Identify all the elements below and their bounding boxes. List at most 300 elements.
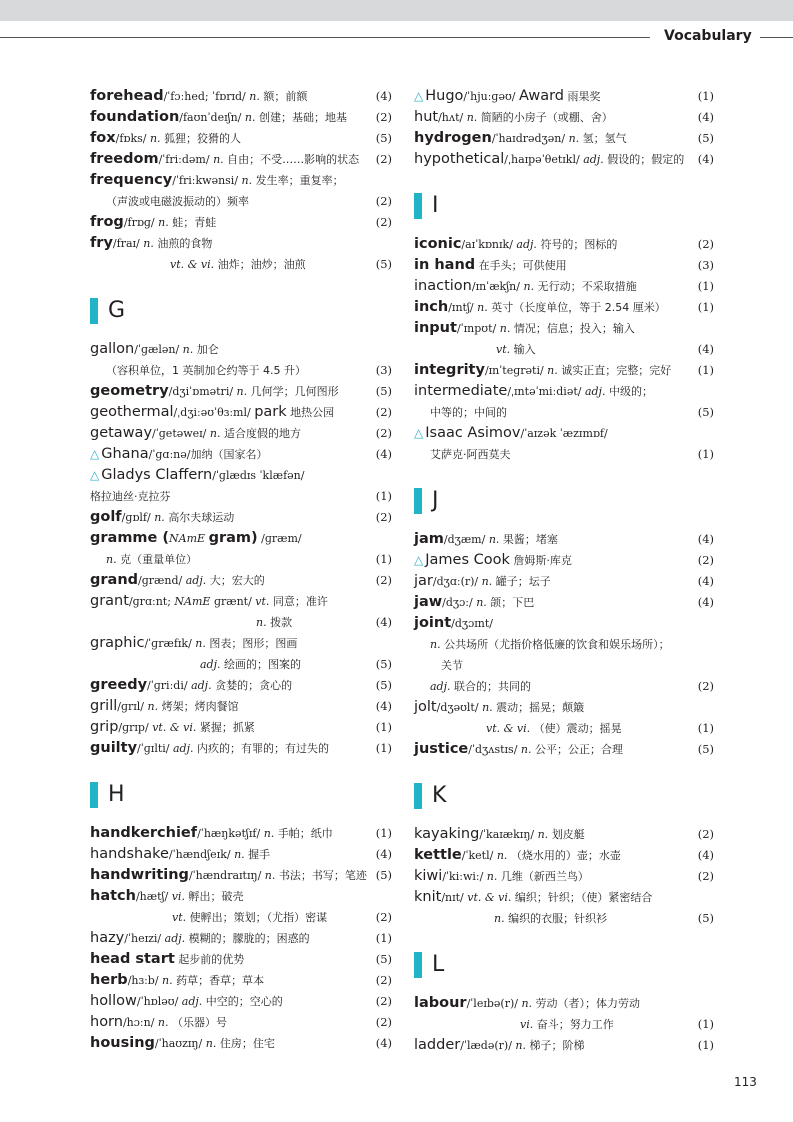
- vocab-entry: [90, 633, 392, 675]
- vocab-entry: [90, 928, 392, 949]
- gloss: 关节: [430, 659, 463, 672]
- entry-line: [90, 844, 392, 865]
- phonetic: /ˈɡlædɪs ˈklæfən/: [212, 469, 305, 482]
- unit-number: (4): [697, 595, 714, 609]
- headword: fry: [90, 235, 113, 251]
- part-of-speech: n.: [213, 153, 224, 166]
- headword: ladder: [414, 1037, 461, 1053]
- part-of-speech: n.: [209, 427, 221, 440]
- part-of-speech: n.: [537, 828, 549, 841]
- vocab-entry: [90, 675, 392, 696]
- part-of-speech: n.: [494, 912, 505, 925]
- vocab-entry: [414, 423, 714, 465]
- gloss: （乐器）号: [172, 1016, 228, 1029]
- part-of-speech: n.: [496, 849, 508, 862]
- unit-number: (5): [375, 678, 392, 692]
- part-of-speech: n.: [195, 637, 206, 650]
- letter-heading-bar: [414, 193, 422, 219]
- headword: herb: [90, 972, 128, 988]
- gloss: 中等的；中间的: [430, 406, 507, 419]
- headword: fox: [90, 130, 116, 146]
- part-of-speech: adj.: [200, 658, 221, 671]
- headword: getaway: [90, 425, 153, 441]
- right-column: [414, 86, 714, 1056]
- phonetic: /ˈɡetəweɪ/: [152, 427, 207, 440]
- phonetic: /ˈhæŋkətʃɪf/: [197, 827, 261, 840]
- letter-heading-bar: [414, 952, 422, 978]
- entry-line: [90, 423, 392, 444]
- headword: justice: [414, 741, 469, 757]
- gloss: 几维（新西兰鸟）: [500, 870, 589, 883]
- entry-line: [90, 970, 392, 991]
- entry-line: [90, 654, 392, 675]
- unit-number: (2): [375, 973, 392, 987]
- phonetic: /ɪntʃ/: [448, 301, 474, 314]
- headword: Ghana: [101, 446, 149, 462]
- vocab-entry: [90, 1033, 392, 1054]
- entry-line: [90, 107, 392, 128]
- vocab-entry: [90, 949, 392, 970]
- entry-line: [90, 1012, 392, 1033]
- entry-line: [414, 149, 714, 170]
- part-of-speech: n.: [523, 280, 535, 293]
- vocab-entry: [414, 107, 714, 128]
- gloss: 划皮艇: [551, 828, 585, 841]
- phonetic: /ˈdʒʌstɪs/: [468, 743, 518, 756]
- gloss: 在手头；可供使用: [478, 259, 567, 272]
- vocab-entry: [90, 591, 392, 633]
- gloss: 书法；书写；笔迹: [278, 869, 367, 882]
- headword: inch: [414, 299, 449, 315]
- vocab-entry: [90, 886, 392, 928]
- phonetic: /dʒəʊlt/: [436, 701, 479, 714]
- entry-line: [414, 697, 714, 718]
- gloss: 紧握；抓紧: [199, 721, 255, 734]
- vocab-entry: [90, 844, 392, 865]
- entry-line: [90, 738, 392, 759]
- vocab-entry: [90, 970, 392, 991]
- gloss: （声波或电磁波振动的）频率: [106, 195, 249, 208]
- headword: gallon: [90, 341, 135, 357]
- unit-number: (1): [697, 89, 714, 103]
- entry-line: [414, 613, 714, 634]
- letter-heading: [90, 295, 392, 329]
- header-rule-left: [0, 37, 650, 38]
- entry-line: [90, 549, 392, 570]
- unit-number: (2): [375, 215, 392, 229]
- phonetic: /ɡɒlf/: [121, 511, 151, 524]
- part-of-speech: vi.: [171, 890, 185, 903]
- vocab-entry: [414, 234, 714, 255]
- letter-heading-bar: [414, 783, 422, 809]
- unit-number: (5): [697, 131, 714, 145]
- entry-line: [90, 570, 392, 591]
- unit-number: (4): [375, 615, 392, 629]
- phonetic: /frɒɡ/: [123, 216, 155, 229]
- unit-number: (4): [697, 342, 714, 356]
- headword: freedom: [90, 151, 159, 167]
- part-of-speech: adj.: [191, 679, 212, 692]
- entry-line: [414, 107, 714, 128]
- unit-number: (1): [697, 721, 714, 735]
- headword: iconic: [414, 236, 462, 252]
- letter-heading-text: K: [432, 783, 447, 808]
- phonetic: /ˈlædə(r)/: [460, 1039, 512, 1052]
- part-of-speech: n.: [147, 700, 159, 713]
- left-column: [90, 86, 392, 1054]
- unit-number: (5): [375, 384, 392, 398]
- gloss: 颌；下巴: [490, 596, 535, 609]
- entry-line: [414, 381, 714, 402]
- gloss: 药草；香草；草本: [176, 974, 265, 987]
- vocab-entry: [414, 739, 714, 760]
- gloss: 图表；图形；图画: [209, 637, 298, 650]
- vocab-entry: [90, 107, 392, 128]
- vocab-entry: [90, 381, 392, 402]
- phonetic: /ˈfriːkwənsi/: [172, 174, 239, 187]
- vocab-entry: [414, 360, 714, 381]
- letter-heading-text: G: [108, 298, 126, 323]
- headword: hollow: [90, 993, 137, 1009]
- gloss: 情况；信息；投入；输入: [513, 322, 635, 335]
- phonetic: /dʒæm/: [443, 533, 486, 546]
- gloss: 公平；公正；合理: [535, 743, 623, 756]
- unit-number: (5): [375, 131, 392, 145]
- gloss: 中空的；空心的: [205, 995, 283, 1008]
- unit-number: (2): [375, 1015, 392, 1029]
- entry-line: [414, 550, 714, 571]
- gloss: 梯子；阶梯: [529, 1039, 585, 1052]
- headword: hypothetical: [414, 151, 505, 167]
- unit-number: (1): [697, 363, 714, 377]
- part-of-speech: vi.: [520, 1018, 534, 1031]
- entry-line: [90, 339, 392, 360]
- entry-line: [414, 318, 714, 339]
- gloss: 假设的；假定的: [607, 153, 685, 166]
- phonetic: /ˈkaɪækɪŋ/: [479, 828, 535, 841]
- unit-number: (5): [697, 911, 714, 925]
- vocab-entry: [414, 887, 714, 929]
- unit-number: (3): [375, 363, 392, 377]
- gloss: 克（重量单位）: [120, 553, 198, 566]
- part-of-speech: n.: [520, 743, 532, 756]
- gloss: 模糊的；朦胧的；困惑的: [188, 932, 310, 945]
- vocab-entry: [90, 233, 392, 275]
- entry-line: [414, 655, 714, 676]
- phonetic: /ˈketl/: [461, 849, 494, 862]
- phonetic: /hɔːn/: [122, 1016, 155, 1029]
- letter-heading-bar: [90, 298, 98, 324]
- part-of-speech: n.: [244, 111, 256, 124]
- entry-line: [414, 887, 714, 908]
- phonetic: /dʒɑː(r)/: [432, 575, 479, 588]
- headword: jolt: [414, 699, 437, 715]
- part-of-speech: vt. & vi.: [152, 721, 197, 734]
- vocab-entry: [90, 528, 392, 570]
- vocab-entry: [414, 697, 714, 739]
- part-of-speech: n.: [236, 385, 248, 398]
- part-of-speech: n.: [547, 364, 558, 377]
- gloss: 联合的；共同的: [454, 680, 532, 693]
- vocab-entry: [90, 423, 392, 444]
- headword: horn: [90, 1014, 123, 1030]
- letter-heading: [90, 779, 392, 813]
- headword: hazy: [90, 930, 125, 946]
- gloss: （烧水用的）壶；水壶: [510, 849, 621, 862]
- phonetic: /ɡrænd/: [138, 574, 183, 587]
- unit-number: (2): [697, 679, 714, 693]
- gloss: 孵出；破壳: [188, 890, 244, 903]
- unit-number: (1): [375, 552, 392, 566]
- part-of-speech: n.: [430, 638, 441, 651]
- page-number: 113: [734, 1075, 757, 1089]
- unit-number: (2): [375, 110, 392, 124]
- part-of-speech: n.: [515, 1039, 526, 1052]
- vocab-entry: [414, 845, 714, 866]
- gloss: 劳动（者）；体力劳动: [535, 997, 641, 1010]
- letter-heading-bar: [414, 488, 422, 514]
- headword: intermediate: [414, 383, 508, 399]
- headword: grant: [90, 593, 129, 609]
- gloss: 拨款: [270, 616, 293, 629]
- entry-line: [90, 86, 392, 107]
- headword: gramme (: [90, 530, 170, 546]
- phonetic: /ˈleɪbə(r)/: [466, 997, 518, 1010]
- entry-line: [414, 360, 714, 381]
- part-of-speech: n.: [162, 974, 173, 987]
- phonetic: /dʒɔɪnt/: [451, 617, 494, 630]
- unit-number: (1): [375, 826, 392, 840]
- headword: kayaking: [414, 826, 480, 842]
- letter-heading-text: J: [432, 488, 439, 513]
- headword: forehead: [90, 88, 164, 104]
- part-of-speech: adj.: [584, 385, 606, 398]
- vocab-entry: [90, 128, 392, 149]
- gloss: 蛙；青蛙: [172, 216, 217, 229]
- headword: input: [414, 320, 457, 336]
- phonetic: /ˌhaɪpəˈθetɪkl/: [504, 153, 580, 166]
- vocab-entry: [414, 824, 714, 845]
- entry-line: [414, 866, 714, 887]
- headword: foundation: [90, 109, 180, 125]
- phonetic: /ˈfriːdəm/: [158, 153, 210, 166]
- entry-line: [414, 444, 714, 465]
- part-of-speech: NAmE: [174, 595, 211, 608]
- part-of-speech: n.: [241, 174, 253, 187]
- phonetic: /ɡrɑːnt;: [128, 595, 171, 608]
- unit-number: (1): [697, 1038, 714, 1052]
- entry-line: [90, 128, 392, 149]
- vocab-entry: [90, 507, 392, 528]
- headword: knit: [414, 889, 442, 905]
- gloss: 罐子；坛子: [495, 575, 551, 588]
- unit-number: (2): [375, 405, 392, 419]
- phonetic: /hʌt/: [438, 111, 464, 124]
- part-of-speech: n.: [149, 132, 161, 145]
- gloss: 简陋的小房子（或棚、舍）: [480, 111, 613, 124]
- phonetic: /fɒks/: [115, 132, 147, 145]
- phonetic: /ˈɡælən/: [134, 343, 180, 356]
- entry-line: [90, 444, 392, 465]
- phonetic: /ɪnˈteɡrəti/: [484, 364, 544, 377]
- gloss: 加纳（国家名）: [190, 448, 268, 461]
- phonetic: /ɡrɪl/: [117, 700, 145, 713]
- vocab-entry: [414, 86, 714, 107]
- triangle-icon: △: [414, 553, 424, 567]
- unit-number: (4): [697, 848, 714, 862]
- part-of-speech: adj.: [181, 995, 203, 1008]
- part-of-speech: vt.: [496, 343, 511, 356]
- headword: handwriting: [90, 867, 189, 883]
- phonetic: /hætʃ/: [135, 890, 169, 903]
- top-gray-band: [0, 0, 793, 21]
- entry-line: [90, 170, 392, 191]
- unit-number: (4): [375, 447, 392, 461]
- vocab-entry: [414, 529, 714, 550]
- phonetic: /fraɪ/: [112, 237, 140, 250]
- triangle-icon: △: [414, 89, 424, 103]
- letter-heading: [414, 190, 714, 224]
- entry-line: [90, 591, 392, 612]
- entry-line: [90, 254, 392, 275]
- headword: handshake: [90, 846, 169, 862]
- gloss: 同意；准许: [272, 595, 328, 608]
- entry-line: [414, 676, 714, 697]
- gloss: 烤架；烤肉餐馆: [161, 700, 239, 713]
- gloss: 绘画的；图案的: [224, 658, 302, 671]
- headword: hut: [414, 109, 439, 125]
- vocab-entry: [414, 276, 714, 297]
- entry-line: [414, 908, 714, 929]
- entry-line: [90, 507, 392, 528]
- unit-number: (5): [375, 952, 392, 966]
- part-of-speech: n.: [481, 575, 493, 588]
- part-of-speech: n.: [477, 301, 488, 314]
- headword-part: Award: [519, 88, 565, 104]
- unit-number: (2): [375, 994, 392, 1008]
- letter-heading-text: H: [108, 782, 125, 807]
- unit-number: (1): [697, 279, 714, 293]
- headword: handkerchief: [90, 825, 198, 841]
- gloss: 输入: [513, 343, 536, 356]
- gloss: 住房；住宅: [219, 1037, 275, 1050]
- vocab-entry: [90, 149, 392, 170]
- part-of-speech: vt. & vi.: [170, 258, 215, 271]
- entry-line: [90, 381, 392, 402]
- triangle-icon: △: [414, 426, 424, 440]
- letter-heading: [414, 780, 714, 814]
- phonetic: /ˈɡɑːnə/: [148, 448, 191, 461]
- phonetic: /aɪˈkɒnɪk/: [461, 238, 513, 251]
- entry-line: [90, 949, 392, 970]
- entry-line: [90, 907, 392, 928]
- unit-number: (1): [375, 931, 392, 945]
- gloss: 詹姆斯·库克: [513, 554, 572, 567]
- headword: labour: [414, 995, 467, 1011]
- headword: jam: [414, 531, 444, 547]
- vocab-entry: [414, 149, 714, 170]
- part-of-speech: n.: [499, 322, 511, 335]
- unit-number: (2): [375, 426, 392, 440]
- phonetic: /ˈhaɪdrədʒən/: [491, 132, 566, 145]
- gloss: 几何学；几何图形: [250, 385, 339, 398]
- part-of-speech: n.: [264, 869, 276, 882]
- phonetic: /ˈɪnpʊt/: [456, 322, 497, 335]
- phonetic: /ˈkiːwiː/: [442, 870, 484, 883]
- part-of-speech: n.: [205, 1037, 217, 1050]
- gloss: 油煎的食物: [157, 237, 213, 250]
- vocab-entry: [90, 717, 392, 738]
- entry-line: [90, 928, 392, 949]
- headword: joint: [414, 615, 452, 631]
- part-of-speech: n.: [158, 216, 169, 229]
- gloss: 编织的衣服；针织衫: [508, 912, 608, 925]
- vocab-entry: [414, 1035, 714, 1056]
- part-of-speech: n.: [482, 701, 493, 714]
- part-of-speech: n.: [143, 237, 154, 250]
- gloss: 诚实正直；完整；完好: [561, 364, 672, 377]
- phonetic: /ˈhɒləʊ/: [136, 995, 179, 1008]
- letter-heading-bar: [90, 782, 98, 808]
- part-of-speech: vt. & vi.: [486, 722, 531, 735]
- entry-line: [90, 486, 392, 507]
- headword: grip: [90, 719, 119, 735]
- phonetic: /ˈɡɪlti/: [137, 742, 170, 755]
- unit-number: (1): [375, 720, 392, 734]
- headword: jaw: [414, 594, 443, 610]
- gloss: 加仑: [196, 343, 219, 356]
- part-of-speech: NAmE: [169, 532, 206, 545]
- part-of-speech: n.: [476, 596, 487, 609]
- phonetic: /ɪnˈækʃn/: [471, 280, 520, 293]
- part-of-speech: adj.: [583, 153, 604, 166]
- phonetic: /ˌɪntəˈmiːdiət/: [507, 385, 582, 398]
- unit-number: (3): [697, 258, 714, 272]
- entry-line: [414, 86, 714, 107]
- unit-number: (4): [697, 532, 714, 546]
- unit-number: (2): [375, 573, 392, 587]
- part-of-speech: n.: [182, 343, 194, 356]
- vocab-entry: [414, 571, 714, 592]
- vocab-entry: [90, 865, 392, 886]
- entry-line: [414, 529, 714, 550]
- phonetic: /ˌdʒiːəʊˈθɜːml/: [173, 406, 251, 419]
- headword: frequency: [90, 172, 173, 188]
- gloss: 创建；基础；地基: [258, 111, 347, 124]
- headword-part: gram): [208, 530, 258, 546]
- gloss: 英寸（长度单位，等于 2.54 厘米）: [491, 301, 666, 314]
- gloss: 大；宏大的: [209, 574, 265, 587]
- gloss: 果酱；堵塞: [502, 533, 558, 546]
- part-of-speech: vt. & vi.: [467, 891, 512, 904]
- part-of-speech: n.: [234, 848, 245, 861]
- entry-line: [414, 739, 714, 760]
- part-of-speech: n.: [263, 827, 275, 840]
- entry-line: [90, 823, 392, 844]
- entry-line: [90, 717, 392, 738]
- header-rule-right: [760, 37, 793, 38]
- gloss: 内疚的；有罪的；有过失的: [197, 742, 329, 755]
- unit-number: (2): [375, 910, 392, 924]
- entry-line: [414, 824, 714, 845]
- headword: jar: [414, 573, 433, 589]
- gloss: 雨果奖: [567, 90, 601, 103]
- entry-line: [414, 1014, 714, 1035]
- gloss: 地热公园: [290, 406, 335, 419]
- entry-line: [90, 675, 392, 696]
- headword: frog: [90, 214, 124, 230]
- gloss: 中级的；: [608, 385, 653, 398]
